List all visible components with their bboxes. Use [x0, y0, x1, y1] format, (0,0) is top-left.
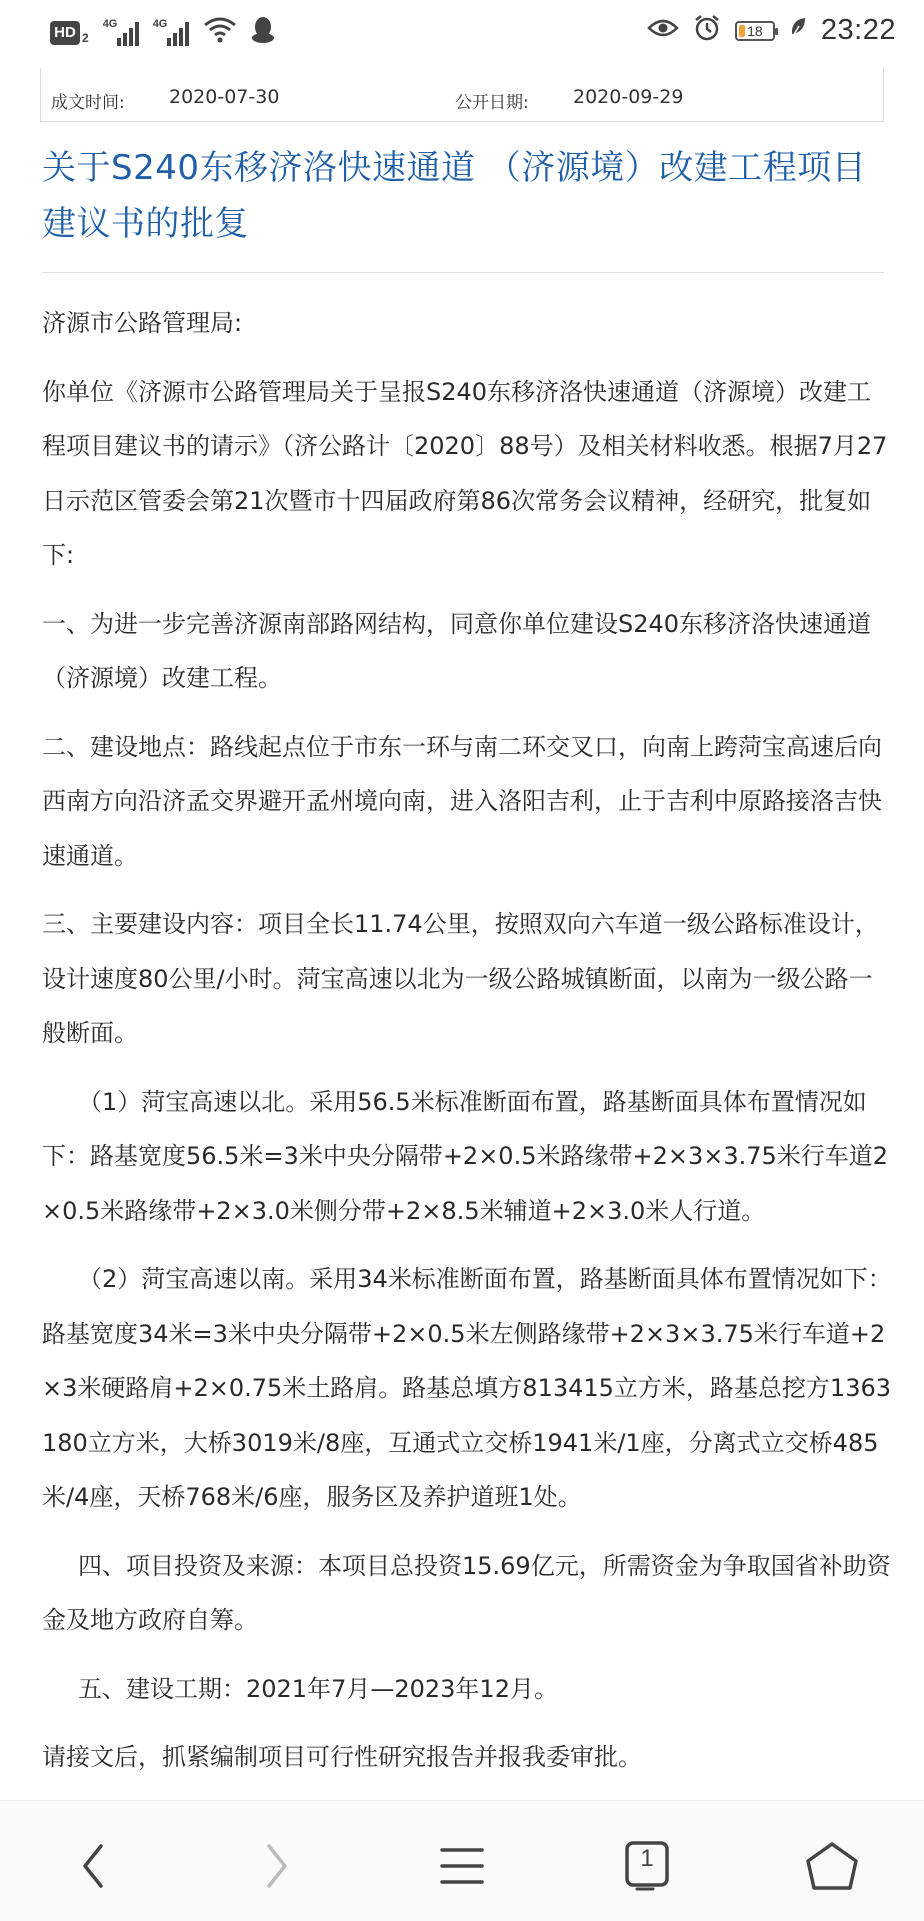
paragraph: 五、建设工期：2021年7月—2023年12月。 — [78, 1674, 558, 1703]
eye-icon — [647, 16, 679, 45]
wifi-icon — [203, 16, 237, 49]
page-content[interactable] — [0, 68, 924, 1798]
back-button[interactable] — [58, 1831, 128, 1901]
written-date-value: 2020-07-30 — [169, 86, 280, 108]
menu-button[interactable] — [427, 1831, 497, 1901]
paragraph: 三、主要建设内容：项目全长11.74公里，按照双向六车道一级公路标准设计，设计速度80公里/小时。菏宝高速以北为一级公路城镇断面，以南为一级公路一般断面。 — [42, 910, 879, 1047]
paragraph: （1）菏宝高速以北。采用56.5米标准断面布置，路基断面具体布置情况如下：路基宽度56.5米=3米中央分隔带+2×0.5米路缘带+2×3×3.75米行车道2×0.5米路缘带+2×3.0米侧分带+2×8.5米辅道+2×3.0米人行道。 — [42, 1087, 889, 1225]
paragraph: （2）菏宝高速以南。采用34米标准断面布置，路基断面具体布置情况如下：路基宽度34米=3米中央分隔带+2×0.5米左侧路缘带+2×3×3.75米行车道+2×3米硬路肩+2×0.75米土路肩。路基总填方813415立方米，路基总挖方1363180立方米，大桥3019米/8座，互通式立交桥1941米/1座，分离式立交桥485米/4座，天桥768米/6座，服务区及养护道班1处。 — [42, 1265, 892, 1511]
leaf-icon — [789, 16, 807, 45]
paragraph: 二、建设地点：路线起点位于市东一环与南二环交叉口，向南上跨菏宝高速后向西南方向沿济孟交界避开孟州境向南，进入洛阳吉利，止于吉利中原路接洛吉快速通道。 — [42, 732, 882, 870]
clock-time: 23:22 — [820, 14, 896, 46]
signal-icon — [152, 17, 189, 46]
tab-count: 1 — [640, 1845, 654, 1872]
document-title: 关于S240东移济洛快速通道 （济源境）改建工程项目建议书的批复 — [42, 148, 867, 244]
back-icon — [73, 1842, 113, 1890]
alarm-icon — [693, 14, 721, 47]
hd-badge: HD — [50, 21, 80, 45]
document-body — [42, 296, 892, 1798]
battery-icon — [735, 21, 775, 41]
forward-icon — [257, 1842, 297, 1890]
published-date-label: 公开日期: — [455, 93, 529, 113]
tabs-button[interactable] — [612, 1831, 682, 1901]
paragraph: 四、项目投资及来源：本项目总投资15.69亿元，所需资金为争取国省补助资金及地方政府自筹。 — [42, 1551, 891, 1634]
published-date-value: 2020-09-29 — [573, 86, 684, 108]
network-type: 4G — [102, 17, 118, 30]
menu-icon — [439, 1844, 485, 1888]
paragraph: 一、为进一步完善济源南部路网结构，同意你单位建设S240东移济洛快速通道（济源境）改建工程。 — [42, 609, 872, 692]
battery-level: 18 — [747, 22, 763, 39]
browser-nav-bar — [0, 1800, 924, 1921]
status-bar — [0, 0, 924, 68]
hd-icon — [50, 21, 89, 45]
home-icon — [805, 1841, 859, 1891]
forward-button[interactable] — [242, 1831, 312, 1901]
addressee: 济源市公路管理局: — [42, 309, 243, 337]
network-type: 4G — [152, 17, 168, 30]
home-button[interactable] — [797, 1831, 867, 1901]
hd-sub: 2 — [82, 30, 89, 45]
paragraph: 请接文后，抓紧编制项目可行性研究报告并报我委审批。 — [42, 1743, 642, 1771]
paragraph: 你单位《济源市公路管理局关于呈报S240东移济洛快速通道（济源境）改建工程项目建议书的请示》（济公路计〔2020〕88号）及相关材料收悉。根据7月27日示范区管委会第21次暨市十四届政府第86次常务会议精神，经研究，批复如下: — [42, 377, 888, 569]
signal-icon — [102, 17, 139, 46]
document-meta — [40, 68, 884, 122]
qq-icon — [251, 16, 275, 49]
title-divider — [42, 272, 884, 273]
written-date-label: 成文时间: — [51, 93, 125, 113]
